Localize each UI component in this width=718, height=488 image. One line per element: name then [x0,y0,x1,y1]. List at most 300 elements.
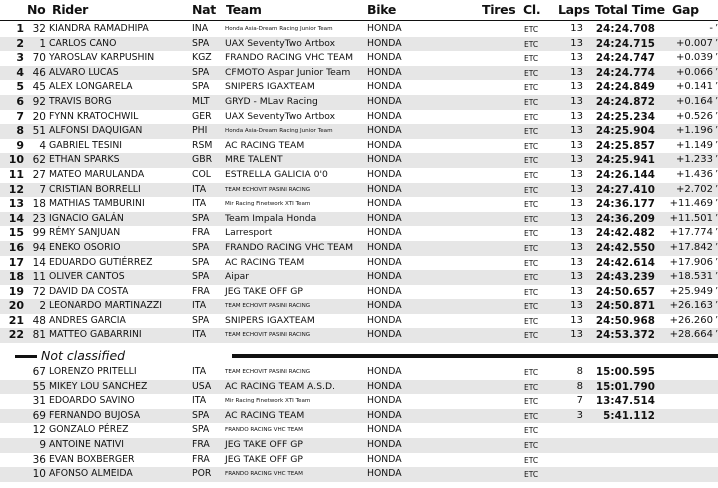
bike-cell: HONDA [367,95,402,107]
team-cell: FRANDO RACING VHC TEAM [225,241,354,253]
class-cell: ETC [524,83,539,93]
bike-cell: HONDA [367,256,402,268]
nationality-cell: ITA [192,329,207,341]
bike-cell: HONDA [367,212,402,224]
team-cell: UAX SeventyTwo Artbox [225,110,336,122]
class-cell: ETC [524,426,539,436]
bike-cell: HONDA [367,314,402,326]
clipped-edge-mark: ’ [715,81,718,93]
table-row [0,226,718,241]
nationality-cell: ITA [192,183,207,195]
clipped-edge-mark: ’ [715,183,718,195]
clipped-edge-mark: ’ [715,154,718,166]
clipped-edge-mark: ’ [715,256,718,268]
total-time-cell: 24:50.657 [595,285,655,298]
gap-cell: +11.501 [669,212,713,224]
nationality-cell: SPA [192,241,210,253]
class-cell: ETC [524,97,539,107]
class-cell: ETC [524,455,539,465]
clipped-edge-mark: ’ [715,300,718,312]
rider-name-cell: YAROSLAV KARPUSHIN [49,52,155,64]
gap-cell: +28.664 [669,329,713,341]
nationality-cell: FRA [192,227,210,239]
team-cell: FRANDO RACING VHC TEAM [225,471,303,478]
bike-cell: HONDA [367,168,402,180]
rider-name-cell: ALFONSI DAQUIGAN [49,125,143,137]
table-row [0,95,718,110]
rider-name-cell: ANTOINE NATIVI [49,438,124,450]
total-time-cell: 24:25.904 [595,125,655,138]
table-row [0,409,718,424]
total-time-cell: 24:53.372 [595,329,655,342]
rider-name-cell: MIKEY LOU SANCHEZ [49,380,148,392]
nationality-cell: MLT [192,95,210,107]
position-cell: 19 [8,284,24,298]
table-row [0,37,718,52]
rider-number-cell: 46 [32,66,46,79]
rider-number-cell: 92 [32,95,46,108]
rider-number-cell: 11 [32,271,46,284]
bike-cell: HONDA [367,424,402,436]
rider-name-cell: LEONARDO MARTINAZZI [49,300,162,312]
gap-cell: +1.196 [675,125,713,137]
table-row [0,314,718,329]
rider-name-cell: DAVID DA COSTA [49,285,129,297]
total-time-cell: 24:50.871 [595,300,655,313]
table-row [0,183,718,198]
class-cell: ETC [524,302,539,312]
bike-cell: HONDA [367,125,402,137]
gap-cell: - [709,23,713,34]
table-row [0,124,718,139]
rider-name-cell: KIANDRA RAMADHIPA [49,23,149,34]
section-rule-right [232,354,718,358]
total-time-cell: 24:42.550 [595,241,655,254]
bike-cell: HONDA [367,66,402,78]
rider-name-cell: CARLOS CANO [49,37,117,49]
team-cell: TEAM ECHOVIT PASINI RACING [225,186,311,193]
team-cell: Mir Racing Finetwork XTI Team [225,398,311,405]
bike-cell: HONDA [367,285,402,297]
header-nat: Nat [192,2,216,17]
gap-cell: +17.774 [669,227,713,239]
nationality-cell: SPA [192,66,210,78]
nationality-cell: RSM [192,139,213,151]
clipped-edge-mark: ’ [715,198,718,210]
total-time-cell: 15:01.790 [595,380,655,393]
class-cell: ETC [524,258,539,268]
laps-cell: 13 [570,256,583,268]
laps-cell: 13 [570,23,583,34]
nationality-cell: SPA [192,314,210,326]
team-cell: Aipar [225,271,250,283]
class-cell: ETC [524,112,539,122]
header-gap: Gap [672,2,699,17]
total-time-cell: 24:24.774 [595,66,655,79]
rider-name-cell: MATTEO GABARRINI [49,329,142,341]
nationality-cell: ITA [192,366,207,377]
gap-cell: +1.436 [675,168,713,180]
clipped-edge-mark: ’ [715,227,718,239]
class-cell: ETC [524,382,539,392]
rider-name-cell: GONZALO PÉREZ [49,424,129,436]
laps-cell: 13 [570,110,583,122]
bike-cell: HONDA [367,227,402,239]
results-table-header [0,0,718,21]
rider-number-cell: 31 [32,395,46,408]
rider-number-cell: 67 [32,366,46,378]
gap-cell: +2.702 [675,183,713,195]
laps-cell: 13 [570,314,583,326]
nationality-cell: SPA [192,271,210,283]
total-time-cell: 15:00.595 [595,366,655,378]
nationality-cell: POR [192,468,212,480]
nationality-cell: KGZ [192,52,212,64]
clipped-edge-mark: ’ [715,52,718,64]
position-cell: 16 [8,240,24,254]
position-cell: 11 [8,167,24,181]
nationality-cell: SPA [192,81,210,93]
gap-cell: +0.526 [675,110,713,122]
header-class: Cl. [523,2,541,17]
gap-cell: +17.842 [669,241,713,253]
class-cell: ETC [524,229,539,239]
position-cell: 18 [8,270,24,284]
header-no: No [27,2,46,17]
rider-name-cell: IGNACIO GALÁN [49,212,124,224]
laps-cell: 13 [570,241,583,253]
clipped-edge-mark: ’ [715,66,718,78]
position-cell: 22 [8,328,24,342]
rider-number-cell: 70 [32,52,46,65]
bike-cell: HONDA [367,37,402,49]
gap-cell: +0.164 [675,95,713,107]
rider-number-cell: 1 [39,37,46,50]
rider-number-cell: 48 [32,314,46,327]
total-time-cell: 24:24.872 [595,95,655,108]
class-cell: ETC [524,287,539,297]
rider-number-cell: 2 [39,300,46,313]
rider-number-cell: 55 [32,380,46,393]
table-row [0,241,718,256]
total-time-cell: 24:25.941 [595,154,655,167]
total-time-cell: 24:36.177 [595,198,655,211]
header-rider: Rider [52,2,89,17]
laps-cell: 8 [576,366,583,377]
laps-cell: 13 [570,285,583,297]
rider-number-cell: 7 [39,183,46,196]
total-time-cell: 24:43.239 [595,271,655,284]
nationality-cell: FRA [192,285,210,297]
rider-name-cell: TRAVIS BORG [49,95,112,107]
gap-cell: +18.531 [669,271,713,283]
rider-name-cell: CRISTIAN BORRELLI [49,183,141,195]
class-cell: ETC [524,68,539,78]
team-cell: Mir Racing Finetwork XTI Team [225,201,311,208]
clipped-edge-mark: ’ [715,314,718,326]
position-cell: 6 [16,94,24,108]
laps-cell: 13 [570,300,583,312]
nationality-cell: PHI [192,125,208,137]
laps-cell: 13 [570,37,583,49]
team-cell: Larresport [225,227,273,239]
rider-number-cell: 9 [39,438,46,451]
team-cell: CFMOTO Aspar Junior Team [225,66,351,78]
team-cell: JEG TAKE OFF GP [225,453,303,465]
bike-cell: HONDA [367,154,402,166]
nationality-cell: SPA [192,37,210,49]
team-cell: FRANDO RACING VHC TEAM [225,427,303,434]
gap-cell: +1.149 [675,139,713,151]
table-row [0,22,718,37]
gap-cell: +25.949 [669,285,713,297]
class-cell: ETC [524,368,539,377]
bike-cell: HONDA [367,81,402,93]
team-cell: TEAM ECHOVIT PASINI RACING [225,303,311,310]
clipped-edge-mark: ’ [715,212,718,224]
table-row [0,110,718,125]
table-row [0,168,718,183]
class-cell: ETC [524,214,539,224]
laps-cell: 13 [570,139,583,151]
gap-cell: +0.039 [675,52,713,64]
rider-number-cell: 99 [32,227,46,240]
position-cell: 13 [8,197,24,211]
position-cell: 3 [16,51,24,65]
gap-cell: +0.141 [675,81,713,93]
clipped-edge-mark: ’ [715,329,718,341]
table-row [0,66,718,81]
laps-cell: 13 [570,183,583,195]
bike-cell: HONDA [367,468,402,480]
table-row [0,153,718,168]
total-time-cell: 24:25.857 [595,139,655,152]
rider-number-cell: 94 [32,241,46,254]
total-time-cell: 13:47.514 [595,395,655,408]
nationality-cell: ITA [192,395,207,407]
clipped-edge-mark: ’ [715,37,718,49]
position-cell: 14 [8,211,24,225]
nationality-cell: USA [192,380,212,392]
nationality-cell: GBR [192,154,213,166]
rider-number-cell: 62 [32,154,46,167]
class-cell: ETC [524,156,539,166]
class-cell: ETC [524,127,539,137]
team-cell: TEAM ECHOVIT PASINI RACING [225,369,311,375]
nationality-cell: SPA [192,256,210,268]
rider-name-cell: EDUARDO GUTIÉRREZ [49,256,153,268]
table-row [0,256,718,271]
header-tires: Tires [482,2,516,17]
nationality-cell: SPA [192,212,210,224]
laps-cell: 13 [570,198,583,210]
class-cell: ETC [524,331,539,341]
position-cell: 12 [8,182,24,196]
rider-number-cell: 69 [32,409,46,422]
bike-cell: HONDA [367,110,402,122]
class-cell: ETC [524,200,539,210]
table-row [0,197,718,212]
nationality-cell: COL [192,168,211,180]
rider-number-cell: 10 [32,468,46,481]
header-total-time: Total Time [595,2,665,17]
team-cell: JEG TAKE OFF GP [225,285,303,297]
position-cell: 9 [16,138,24,152]
team-cell: Honda Asia-Dream Racing Junior Team [225,26,333,32]
table-row [0,328,718,343]
total-time-cell: 24:42.614 [595,256,655,269]
table-row [0,394,718,409]
header-laps: Laps [558,2,590,17]
table-row [0,139,718,154]
class-cell: ETC [524,316,539,326]
header-bike: Bike [367,2,397,17]
team-cell: MRE TALENT [225,154,283,166]
rider-name-cell: AFONSO ALMEIDA [49,468,133,480]
rider-number-cell: 51 [32,125,46,138]
team-cell: AC RACING TEAM A.S.D. [225,380,335,392]
total-time-cell: 24:24.849 [595,81,655,94]
position-cell: 2 [16,36,24,50]
table-row [0,51,718,66]
total-time-cell: 24:24.747 [595,52,655,65]
bike-cell: HONDA [367,198,402,210]
rider-name-cell: RÉMY SANJUAN [49,227,121,239]
not-classified-section-header [0,348,718,364]
bike-cell: HONDA [367,329,402,341]
laps-cell: 13 [570,227,583,239]
bike-cell: HONDA [367,366,402,377]
team-cell: AC RACING TEAM [225,256,305,268]
position-cell: 10 [8,153,24,167]
bike-cell: HONDA [367,438,402,450]
rider-number-cell: 12 [32,424,46,437]
class-cell: ETC [524,273,539,283]
rider-name-cell: MATEO MARULANDA [49,168,145,180]
laps-cell: 13 [570,81,583,93]
rider-number-cell: 81 [32,329,46,342]
bike-cell: HONDA [367,52,402,64]
team-cell: GRYD - MLav Racing [225,95,318,107]
gap-cell: +26.260 [669,314,713,326]
rider-name-cell: FYNN KRATOCHWIL [49,110,139,122]
position-cell: 1 [16,22,24,35]
total-time-cell: 24:27.410 [595,183,655,196]
total-time-cell: 5:41.112 [603,409,655,422]
laps-cell: 13 [570,66,583,78]
class-cell: ETC [524,25,539,34]
position-cell: 15 [8,226,24,240]
section-rule-left [15,355,37,358]
total-time-cell: 24:36.209 [595,212,655,225]
gap-cell: +1.233 [675,154,713,166]
table-row [0,365,718,380]
laps-cell: 13 [570,125,583,137]
clipped-edge-mark: ’ [715,125,718,137]
clipped-edge-mark: ’ [715,95,718,107]
rider-name-cell: OLIVER CANTOS [49,271,125,283]
gap-cell: +17.906 [669,256,713,268]
class-cell: ETC [524,411,539,421]
rider-name-cell: ENEKO OSORIO [49,241,121,253]
table-row [0,285,718,300]
class-cell: ETC [524,470,539,480]
rider-name-cell: ALVARO LUCAS [49,66,119,78]
rider-number-cell: 36 [32,453,46,466]
rider-number-cell: 4 [39,139,46,152]
nationality-cell: ITA [192,198,207,210]
rider-number-cell: 32 [32,23,46,35]
rider-name-cell: EVAN BOXBERGER [49,453,135,465]
laps-cell: 13 [570,52,583,64]
laps-cell: 7 [576,395,583,407]
team-cell: UAX SeventyTwo Artbox [225,37,336,49]
rider-number-cell: 20 [32,110,46,123]
rider-number-cell: 27 [32,168,46,181]
rider-name-cell: ALEX LONGARELA [49,81,133,93]
clipped-edge-mark: ’ [715,271,718,283]
class-cell: ETC [524,185,539,195]
nationality-cell: GER [192,110,212,122]
nationality-cell: FRA [192,438,210,450]
total-time-cell: 24:25.234 [595,110,655,123]
rider-number-cell: 23 [32,212,46,225]
bike-cell: HONDA [367,395,402,407]
total-time-cell: 24:50.968 [595,314,655,327]
clipped-edge-mark: ’ [715,168,718,180]
team-cell: AC RACING TEAM [225,139,305,151]
total-time-cell: 24:24.708 [595,23,655,35]
rider-number-cell: 45 [32,81,46,94]
bike-cell: HONDA [367,23,402,34]
table-row [0,380,718,395]
bike-cell: HONDA [367,453,402,465]
class-cell: ETC [524,39,539,49]
team-cell: SNIPERS IGAXTEAM [225,314,315,326]
nationality-cell: INA [192,23,209,34]
bike-cell: HONDA [367,271,402,283]
rider-name-cell: MATHIAS TAMBURINI [49,198,145,210]
bike-cell: HONDA [367,139,402,151]
total-time-cell: 24:24.715 [595,37,655,50]
team-cell: JEG TAKE OFF GP [225,438,303,450]
class-cell: ETC [524,397,539,407]
class-cell: ETC [524,440,539,450]
rider-name-cell: LORENZO PRITELLI [49,366,137,377]
position-cell: 4 [16,65,24,79]
laps-cell: 13 [570,212,583,224]
table-row [0,453,718,468]
total-time-cell: 24:42.482 [595,227,655,240]
rider-name-cell: ETHAN SPARKS [49,154,120,166]
clipped-edge-mark: ’ [715,285,718,297]
laps-cell: 13 [570,168,583,180]
table-row [0,423,718,438]
total-time-cell: 24:26.144 [595,168,655,181]
team-cell: ESTRELLA GALICIA 0'0 [225,168,328,180]
laps-cell: 8 [576,380,583,392]
team-cell: TEAM ECHOVIT PASINI RACING [225,332,311,339]
class-cell: ETC [524,243,539,253]
team-cell: Team Impala Honda [225,212,317,224]
table-row [0,80,718,95]
position-cell: 21 [8,313,24,327]
not-classified-label: Not classified [41,348,126,363]
table-row [0,270,718,285]
classified-results [0,22,718,343]
laps-cell: 13 [570,271,583,283]
laps-cell: 3 [576,409,583,421]
